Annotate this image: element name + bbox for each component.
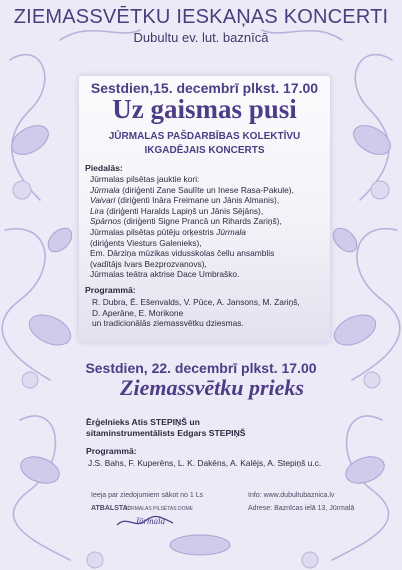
event1-organizer (79, 130, 330, 158)
participant-line: (vadītājs Ivars Bezprozvanovs), (90, 258, 207, 269)
participant-line: Jūrmalas pilsētas jauktie kori: (90, 174, 200, 184)
info-link[interactable]: Info: www.dubultubaznica.lv (248, 492, 335, 499)
event1-title: Uz gaismas pusi (112, 94, 297, 124)
participant-line: Em. Dārziņa mūzikas vidusskolas čellu ansamblis (90, 248, 275, 259)
event2-program-label: Programmā: (86, 446, 137, 456)
event2-date: Sestdien, 22. decembrī plkst. 17.00 (85, 360, 317, 376)
supporters-label: ATBALSTA: (91, 505, 131, 512)
program-line: D. Aperāne, E. Morikone (92, 307, 184, 318)
event1-program (92, 297, 328, 329)
event2-performers (86, 417, 246, 439)
event2-program: J.S. Bahs, F. Kuperēns, L. K. Dakēns, A. Kalējs, A. Stepiņš u.c. (88, 458, 322, 468)
participant-line: Lira (diriģenti Haralds Lapiņš un Jānis Sējāns), (90, 205, 264, 216)
participant-line: Vaivari (diriģenti Ināra Freimane un Jānis Almanis), (90, 195, 280, 206)
event2-title: Ziemassvētku prieks (120, 375, 304, 400)
participant-line: Jūrmalas pilsētas pūtēju orķestris Jūrmala (90, 226, 246, 237)
supporter-city-council: JŪRMALAS PILSĒTAS DOME (125, 506, 193, 512)
jurmala-logo (115, 513, 175, 531)
participant-line: Jūrmala (diriģenti Zane Saulīte un Inese Rasa-Pakule), (90, 184, 294, 195)
event1-program-label: Programmā: (85, 285, 136, 295)
event1-participants (90, 174, 330, 280)
logo-text: Jūrmala (135, 516, 165, 526)
participant-line: Spārnos (diriģenti Signe Prancā un Rihards Zariņš), (90, 216, 282, 227)
event1-organizer-line2: IKGADĒJAIS KONCERTS (144, 145, 265, 156)
program-line: R. Dubra, Ē. Ešenvalds, V. Pūce, A. Jansons, M. Zariņš, (92, 297, 300, 307)
participant-line: (diriģents Viesturs Galenieks), (90, 237, 202, 248)
event1-organizer-line1: JŪRMALAS PAŠDARBĪBAS KOLEKTĪVU (108, 131, 301, 142)
event1-date: Sestdien,15. decembrī plkst. 17.00 (90, 80, 319, 96)
participant-line: Jūrmalas teātra aktrise Dace Umbraško. (90, 269, 240, 280)
program-line: un tradicionālās ziemassvētku dziesmas. (92, 318, 244, 329)
event2-performers-line2: sitaminstrumentālists Edgars STEPIŅŠ (86, 428, 246, 438)
entry-note: Ieeja par ziedojumiem sākot no 1 Ls (91, 492, 204, 499)
page-title: ZIEMASSVĒTKU IESKAŅAS KONCERTI (13, 6, 389, 28)
page-subtitle: Dubultu ev. lut. baznīcā (133, 30, 269, 45)
event2-performers-line1: Ērģelnieks Atis STEPIŅŠ un (86, 417, 200, 427)
event1-participants-label: Piedalās: (85, 163, 123, 173)
address: Adrese: Baznīcas ielā 13, Jūrmalā (248, 505, 355, 512)
